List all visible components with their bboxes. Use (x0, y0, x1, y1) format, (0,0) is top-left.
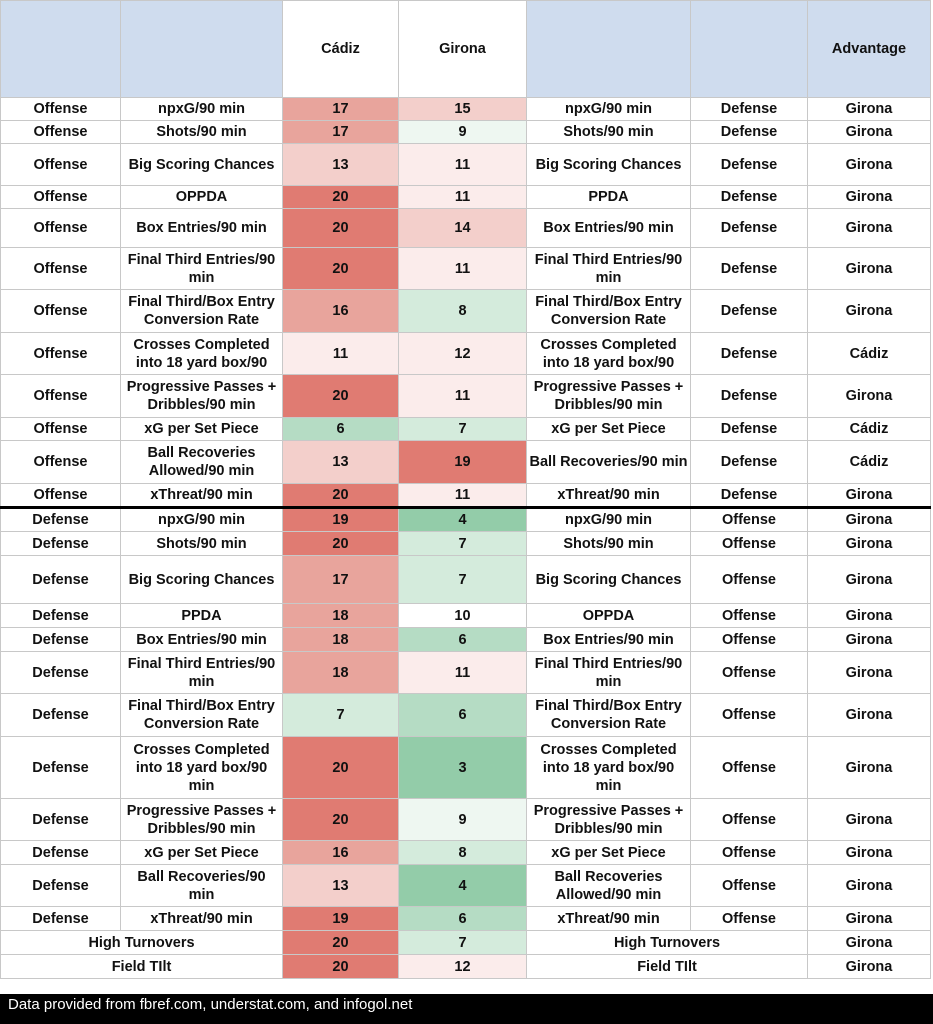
girona-rank: 6 (399, 907, 527, 931)
row-advantage: Girona (808, 484, 931, 508)
girona-rank: 9 (399, 799, 527, 841)
table-row (1, 628, 931, 652)
row-side-opposite: Offense (691, 907, 808, 931)
girona-rank: 7 (399, 931, 527, 955)
table-row (1, 737, 931, 799)
girona-rank: 15 (399, 98, 527, 121)
girona-rank: 11 (399, 484, 527, 508)
girona-rank: 6 (399, 694, 527, 737)
row-metric: Progressive Passes + Dribbles/90 min (121, 799, 283, 841)
row-side-opposite: Offense (691, 508, 808, 532)
table-row (1, 556, 931, 604)
table-row (1, 333, 931, 375)
row-side: Offense (1, 209, 121, 248)
row-side-opposite: Defense (691, 98, 808, 121)
girona-rank: 11 (399, 248, 527, 290)
row-metric-opposite: Final Third Entries/90 min (527, 248, 691, 290)
row-advantage: Girona (808, 508, 931, 532)
row-advantage: Girona (808, 694, 931, 737)
girona-rank: 19 (399, 441, 527, 484)
cadiz-rank: 20 (283, 931, 399, 955)
row-advantage: Girona (808, 865, 931, 907)
row-metric: xThreat/90 min (121, 907, 283, 931)
row-metric: PPDA (121, 604, 283, 628)
girona-rank: 14 (399, 209, 527, 248)
row-metric: npxG/90 min (121, 98, 283, 121)
row-advantage: Cádiz (808, 441, 931, 484)
row-metric: Shots/90 min (121, 532, 283, 556)
cadiz-rank: 7 (283, 694, 399, 737)
row-metric-opposite: OPPDA (527, 604, 691, 628)
row-metric: xG per Set Piece (121, 418, 283, 441)
cadiz-rank: 19 (283, 508, 399, 532)
row-side: Offense (1, 418, 121, 441)
table-row (1, 418, 931, 441)
summary-label: Field TIlt (1, 955, 283, 979)
row-metric-opposite: xG per Set Piece (527, 841, 691, 865)
table-row (1, 532, 931, 556)
row-side-opposite: Defense (691, 333, 808, 375)
row-metric: Progressive Passes + Dribbles/90 min (121, 375, 283, 418)
summary-advantage: Girona (808, 931, 931, 955)
girona-rank: 12 (399, 333, 527, 375)
row-side-opposite: Defense (691, 484, 808, 508)
row-metric-opposite: Shots/90 min (527, 532, 691, 556)
row-metric: Ball Recoveries/90 min (121, 865, 283, 907)
row-metric: Final Third Entries/90 min (121, 248, 283, 290)
row-metric: Final Third/Box Entry Conversion Rate (121, 290, 283, 333)
row-side-opposite: Defense (691, 248, 808, 290)
cadiz-rank: 17 (283, 121, 399, 144)
row-advantage: Girona (808, 186, 931, 209)
header-blank-0 (1, 1, 121, 98)
row-metric: npxG/90 min (121, 508, 283, 532)
cadiz-rank: 11 (283, 333, 399, 375)
table-row (1, 209, 931, 248)
row-side-opposite: Defense (691, 186, 808, 209)
cadiz-rank: 20 (283, 186, 399, 209)
row-side-opposite: Offense (691, 799, 808, 841)
row-metric-opposite: Final Third/Box Entry Conversion Rate (527, 290, 691, 333)
row-side: Offense (1, 375, 121, 418)
cadiz-rank: 16 (283, 841, 399, 865)
row-side: Offense (1, 290, 121, 333)
row-side: Offense (1, 441, 121, 484)
header-team-girona: Girona (399, 1, 527, 98)
girona-rank: 8 (399, 841, 527, 865)
row-metric-opposite: Big Scoring Chances (527, 556, 691, 604)
row-advantage: Girona (808, 121, 931, 144)
row-metric-opposite: Big Scoring Chances (527, 144, 691, 186)
row-side-opposite: Offense (691, 865, 808, 907)
cadiz-rank: 17 (283, 98, 399, 121)
girona-rank: 6 (399, 628, 527, 652)
table-row (1, 799, 931, 841)
table-row (1, 144, 931, 186)
table-row (1, 841, 931, 865)
header-advantage: Advantage (808, 1, 931, 98)
row-side: Offense (1, 121, 121, 144)
header-team-cadiz: Cádiz (283, 1, 399, 98)
cadiz-rank: 18 (283, 652, 399, 694)
table-row (1, 441, 931, 484)
row-metric: OPPDA (121, 186, 283, 209)
row-side-opposite: Defense (691, 441, 808, 484)
row-metric-opposite: Crosses Completed into 18 yard box/90 (527, 333, 691, 375)
girona-rank: 7 (399, 418, 527, 441)
row-advantage: Girona (808, 907, 931, 931)
row-metric-opposite: xThreat/90 min (527, 907, 691, 931)
row-advantage: Cádiz (808, 418, 931, 441)
row-metric-opposite: npxG/90 min (527, 98, 691, 121)
summary-label-opposite: Field TIlt (527, 955, 808, 979)
row-metric-opposite: Final Third/Box Entry Conversion Rate (527, 694, 691, 737)
row-side: Defense (1, 556, 121, 604)
row-metric-opposite: Crosses Completed into 18 yard box/90 min (527, 737, 691, 799)
row-side: Defense (1, 628, 121, 652)
girona-rank: 8 (399, 290, 527, 333)
cadiz-rank: 20 (283, 209, 399, 248)
row-advantage: Girona (808, 841, 931, 865)
row-metric-opposite: Box Entries/90 min (527, 209, 691, 248)
table-row (1, 98, 931, 121)
girona-rank: 9 (399, 121, 527, 144)
girona-rank: 11 (399, 652, 527, 694)
row-side-opposite: Defense (691, 290, 808, 333)
cadiz-rank: 18 (283, 604, 399, 628)
cadiz-rank: 18 (283, 628, 399, 652)
row-advantage: Girona (808, 144, 931, 186)
row-advantage: Girona (808, 556, 931, 604)
girona-rank: 3 (399, 737, 527, 799)
table-row (1, 186, 931, 209)
cadiz-rank: 6 (283, 418, 399, 441)
row-side-opposite: Offense (691, 628, 808, 652)
row-metric: Final Third/Box Entry Conversion Rate (121, 694, 283, 737)
row-side-opposite: Defense (691, 375, 808, 418)
header-blank-2 (527, 1, 691, 98)
row-side: Offense (1, 484, 121, 508)
row-metric: Final Third Entries/90 min (121, 652, 283, 694)
row-side-opposite: Defense (691, 209, 808, 248)
row-metric: Box Entries/90 min (121, 209, 283, 248)
row-metric-opposite: PPDA (527, 186, 691, 209)
table-row (1, 121, 931, 144)
summary-label-opposite: High Turnovers (527, 931, 808, 955)
girona-rank: 7 (399, 556, 527, 604)
row-metric-opposite: Ball Recoveries/90 min (527, 441, 691, 484)
girona-rank: 11 (399, 144, 527, 186)
row-advantage: Girona (808, 209, 931, 248)
table-row (1, 375, 931, 418)
row-metric: Crosses Completed into 18 yard box/90 min (121, 737, 283, 799)
row-advantage: Girona (808, 375, 931, 418)
cadiz-rank: 20 (283, 248, 399, 290)
girona-rank: 7 (399, 532, 527, 556)
row-side: Offense (1, 333, 121, 375)
cadiz-rank: 13 (283, 144, 399, 186)
row-metric: Crosses Completed into 18 yard box/90 (121, 333, 283, 375)
row-metric-opposite: npxG/90 min (527, 508, 691, 532)
row-side-opposite: Defense (691, 121, 808, 144)
row-side-opposite: Offense (691, 532, 808, 556)
row-metric: Big Scoring Chances (121, 556, 283, 604)
row-side-opposite: Offense (691, 604, 808, 628)
header-blank-1 (121, 1, 283, 98)
summary-row (1, 931, 931, 955)
row-metric-opposite: Progressive Passes + Dribbles/90 min (527, 799, 691, 841)
header-row (1, 1, 931, 98)
row-advantage: Cádiz (808, 333, 931, 375)
girona-rank: 10 (399, 604, 527, 628)
row-advantage: Girona (808, 604, 931, 628)
row-advantage: Girona (808, 248, 931, 290)
table-row (1, 484, 931, 508)
table-row (1, 604, 931, 628)
row-side: Offense (1, 144, 121, 186)
row-metric-opposite: Final Third Entries/90 min (527, 652, 691, 694)
row-side: Defense (1, 604, 121, 628)
table-row (1, 248, 931, 290)
row-side-opposite: Defense (691, 418, 808, 441)
cadiz-rank: 20 (283, 799, 399, 841)
table-row (1, 865, 931, 907)
row-side-opposite: Offense (691, 556, 808, 604)
row-advantage: Girona (808, 628, 931, 652)
row-metric: xThreat/90 min (121, 484, 283, 508)
row-side: Offense (1, 186, 121, 209)
girona-rank: 4 (399, 865, 527, 907)
row-metric-opposite: xG per Set Piece (527, 418, 691, 441)
row-metric: xG per Set Piece (121, 841, 283, 865)
row-metric-opposite: Ball Recoveries Allowed/90 min (527, 865, 691, 907)
row-side-opposite: Offense (691, 841, 808, 865)
girona-rank: 11 (399, 186, 527, 209)
row-side: Defense (1, 907, 121, 931)
row-side: Defense (1, 532, 121, 556)
row-side: Defense (1, 841, 121, 865)
table-row (1, 290, 931, 333)
row-side-opposite: Offense (691, 694, 808, 737)
row-metric-opposite: Shots/90 min (527, 121, 691, 144)
cadiz-rank: 19 (283, 907, 399, 931)
row-advantage: Girona (808, 652, 931, 694)
cadiz-rank: 20 (283, 375, 399, 418)
cadiz-rank: 17 (283, 556, 399, 604)
cadiz-rank: 16 (283, 290, 399, 333)
row-side: Offense (1, 98, 121, 121)
girona-rank: 4 (399, 508, 527, 532)
row-metric: Big Scoring Chances (121, 144, 283, 186)
cadiz-rank: 20 (283, 484, 399, 508)
row-advantage: Girona (808, 737, 931, 799)
row-metric-opposite: xThreat/90 min (527, 484, 691, 508)
row-side: Defense (1, 652, 121, 694)
girona-rank: 12 (399, 955, 527, 979)
table-row (1, 907, 931, 931)
row-metric: Box Entries/90 min (121, 628, 283, 652)
table-row (1, 694, 931, 737)
row-metric-opposite: Progressive Passes + Dribbles/90 min (527, 375, 691, 418)
summary-advantage: Girona (808, 955, 931, 979)
row-side: Offense (1, 248, 121, 290)
row-side: Defense (1, 694, 121, 737)
row-metric: Shots/90 min (121, 121, 283, 144)
cadiz-rank: 13 (283, 865, 399, 907)
row-side: Defense (1, 799, 121, 841)
row-advantage: Girona (808, 290, 931, 333)
row-side-opposite: Offense (691, 737, 808, 799)
cadiz-rank: 20 (283, 737, 399, 799)
row-advantage: Girona (808, 532, 931, 556)
cadiz-rank: 13 (283, 441, 399, 484)
table-row (1, 508, 931, 532)
table-row (1, 652, 931, 694)
cadiz-rank: 20 (283, 955, 399, 979)
summary-row (1, 955, 931, 979)
row-side: Defense (1, 737, 121, 799)
row-metric: Ball Recoveries Allowed/90 min (121, 441, 283, 484)
girona-rank: 11 (399, 375, 527, 418)
header-blank-3 (691, 1, 808, 98)
row-side-opposite: Offense (691, 652, 808, 694)
row-side: Defense (1, 508, 121, 532)
row-side: Defense (1, 865, 121, 907)
row-advantage: Girona (808, 98, 931, 121)
cadiz-rank: 20 (283, 532, 399, 556)
row-side-opposite: Defense (691, 144, 808, 186)
row-advantage: Girona (808, 799, 931, 841)
row-metric-opposite: Box Entries/90 min (527, 628, 691, 652)
footer-note: Data provided from fbref.com, understat.com, and infogol.net (0, 994, 933, 1024)
summary-label: High Turnovers (1, 931, 283, 955)
